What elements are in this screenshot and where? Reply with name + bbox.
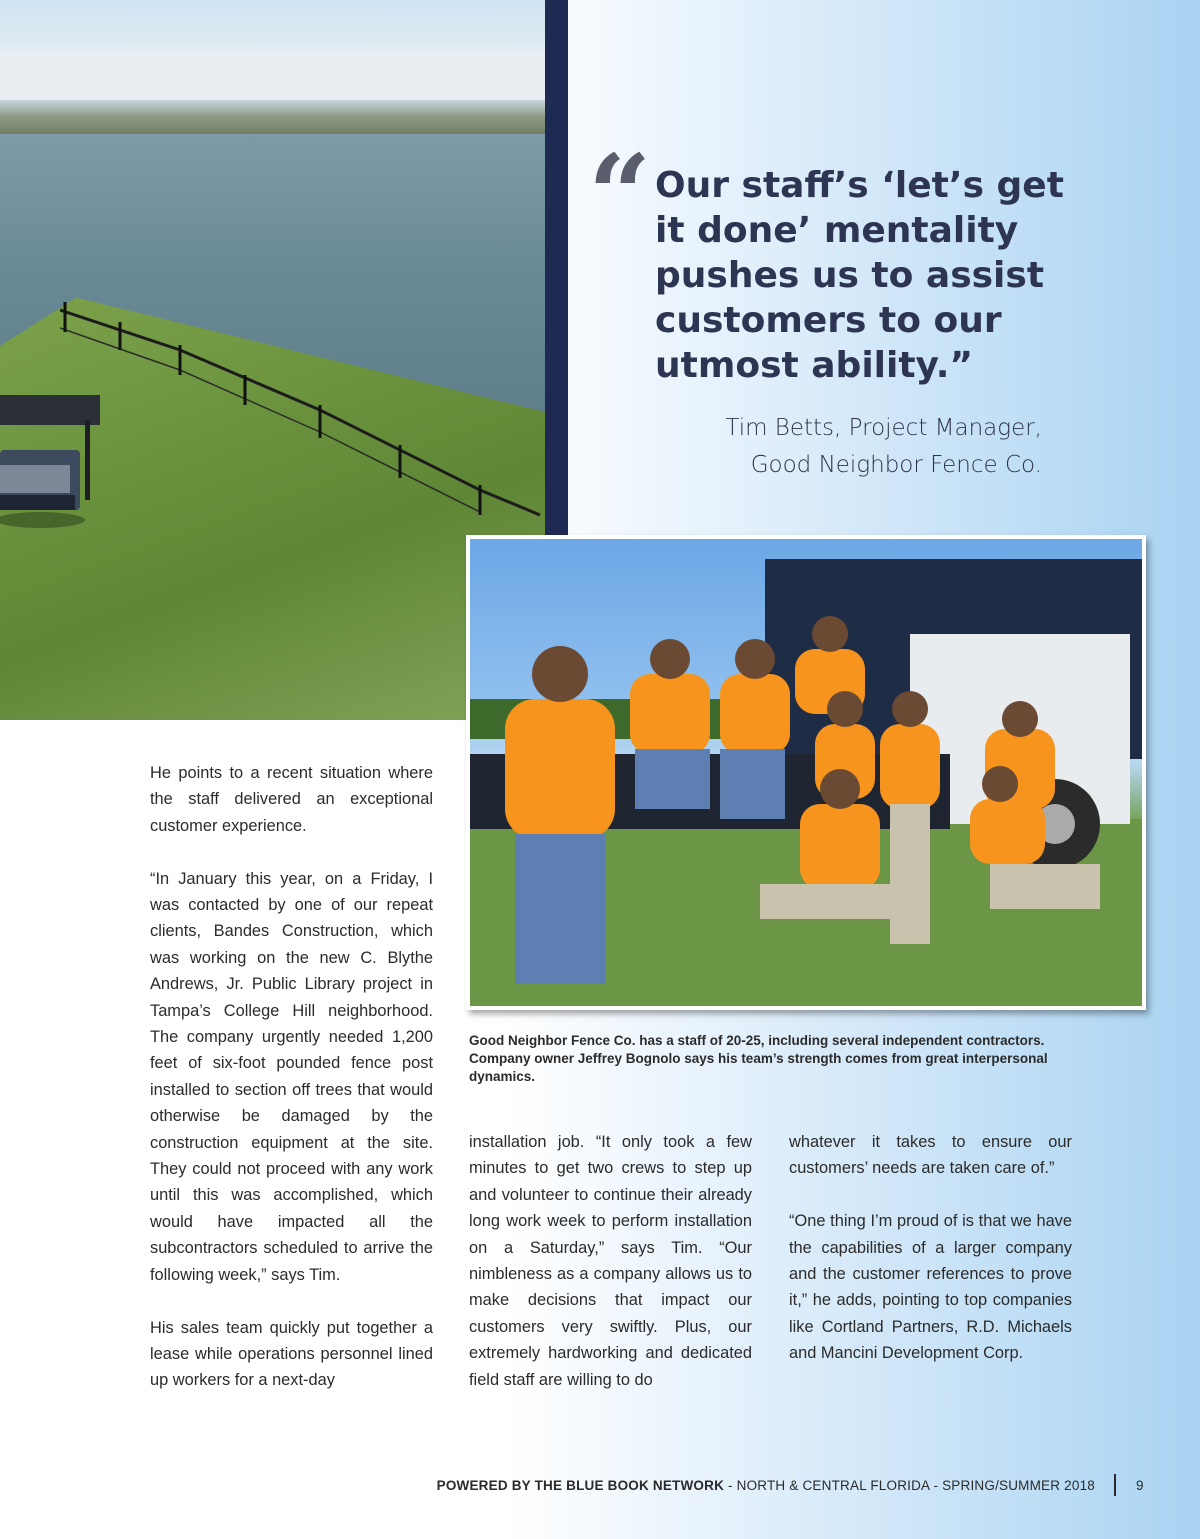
- waterfront-photo: [0, 0, 545, 720]
- photo-caption: Good Neighbor Fence Co. has a staff of 20-25, including several independent contractors. Company owner Jeffrey Bognolo says his team’s strength comes from great interpersonal dynamics.: [469, 1033, 1048, 1084]
- article-column-1: [150, 760, 433, 1394]
- page-number: 9: [1136, 1478, 1144, 1493]
- team-photo: [466, 535, 1146, 1010]
- team-photo-image: [470, 539, 1142, 1006]
- paragraph: installation job. “It only took a few minutes to get two crews to step up and volunteer to continue their already long work week to perform installation on a Saturday,” says Tim. “Our nimbleness as a company allows us to make decisions that impact our customers very swiftly. Plus, our extremely hardworking and dedicated field staff are willing to do: [469, 1133, 752, 1389]
- paragraph: “One thing I’m proud of is that we have the capabilities of a larger company and the customer references to prove it,” he adds, pointing to top companies like Cortland Partners, R.D. Michaels and Mancini Development Corp.: [789, 1212, 1072, 1363]
- article-column-3: [789, 1129, 1072, 1367]
- work-truck: [0, 395, 100, 530]
- attribution-name-title: Tim Betts, Project Manager,: [725, 415, 1042, 441]
- paragraph: “In January this year, on a Friday, I was contacted by one of our repeat clients, Bandes Construction, which was working on the new C. Blythe Andrews, Jr. Public Library project in Tampa’s College Hill neighborhood. The company urgently needed 1,200 feet of six-foot pounded fence post installed to section off trees that would otherwise be damaged by the construction equipment at the site. They could not proceed with any work until this was accomplished, which would have impacted all the subcontractors scheduled to arrive the following week,” says Tim.: [150, 869, 433, 1284]
- navy-accent-bar: [545, 0, 568, 535]
- pull-quote: Our staff’s ‘let’s get it done’ mentality pushes us to assist customers to our utmost ability.”: [655, 165, 1064, 386]
- chain-link-fence: [60, 300, 545, 520]
- footer-divider: [1114, 1474, 1116, 1496]
- paragraph: He points to a recent situation where the staff delivered an exceptional customer experience.: [150, 764, 433, 835]
- paragraph: His sales team quickly put together a lease while operations personnel lined up workers for a next-day: [150, 1318, 433, 1390]
- paragraph: whatever it takes to ensure our customers’ needs are taken care of.”: [789, 1133, 1072, 1178]
- attribution-company: Good Neighbor Fence Co.: [750, 452, 1042, 478]
- team-illustration: [470, 539, 1142, 1006]
- article-column-2: [469, 1129, 752, 1393]
- page-footer: [437, 1478, 1095, 1493]
- footer-edition: - NORTH & CENTRAL FLORIDA - SPRING/SUMMER 2018: [724, 1478, 1095, 1493]
- open-quote-icon: “: [588, 130, 644, 259]
- quote-attribution: [725, 410, 1042, 484]
- footer-brand: POWERED BY THE BLUE BOOK NETWORK: [436, 1478, 725, 1493]
- far-shoreline: [0, 100, 545, 136]
